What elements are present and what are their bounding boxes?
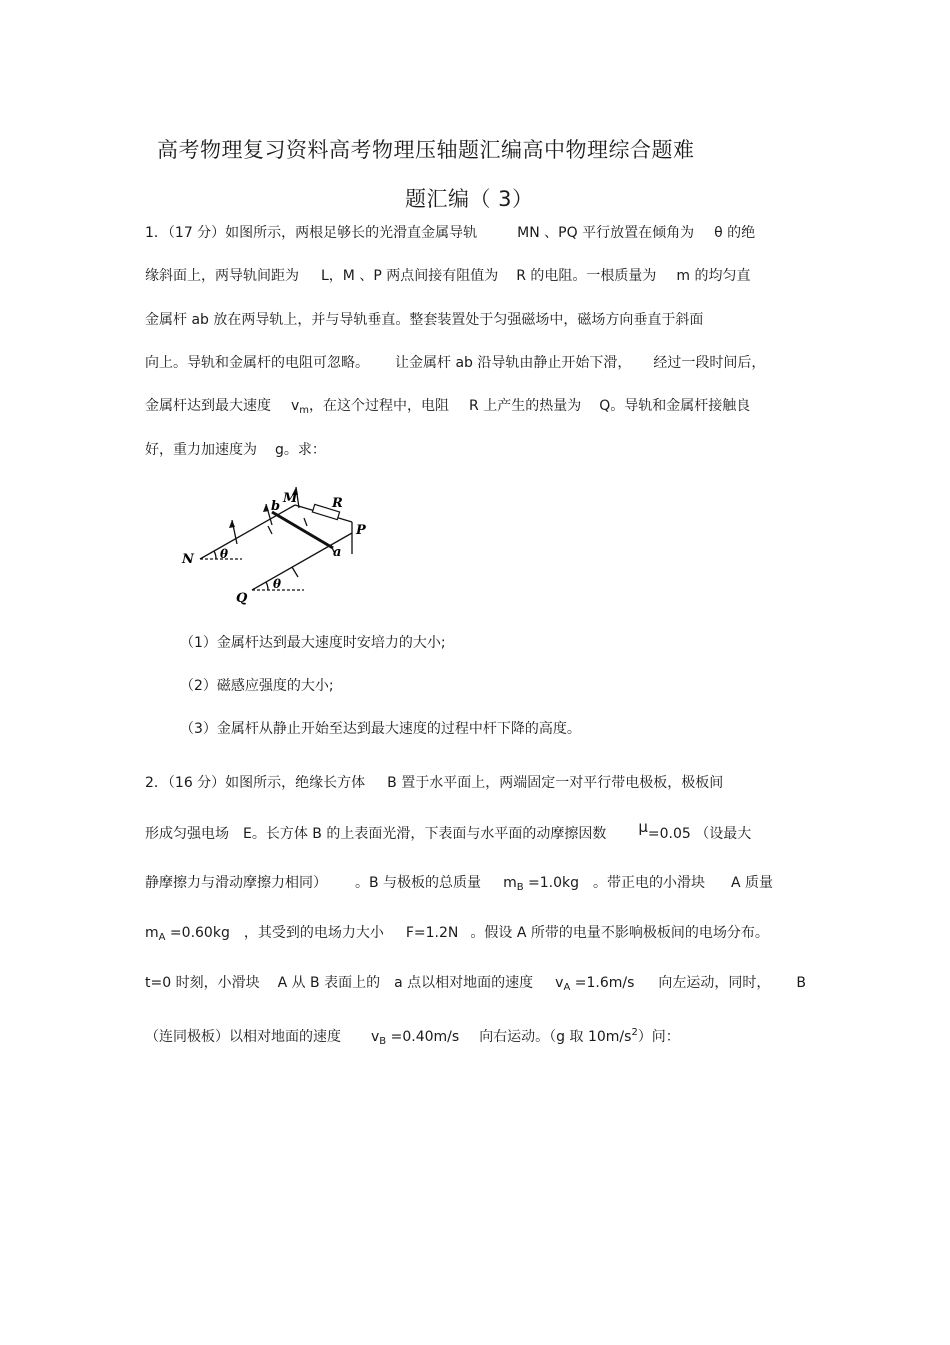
q1-sub-3: （3）金属杆从静止开始至达到最大速度的过程中杆下降的高度。 xyxy=(180,721,581,737)
label-theta-1: θ xyxy=(220,547,229,561)
label-N: N xyxy=(182,552,194,567)
label-R: R xyxy=(332,496,343,511)
q1-sub-1: （1）金属杆达到最大速度时安培力的大小; xyxy=(180,635,446,651)
label-a: a xyxy=(333,545,342,560)
incline-rail-figure xyxy=(180,482,380,612)
q2-line-4: $m_A =0.60kg$ ，其受到的电场力大小 F=1.2N 。假设 A 所带的电量不影响极板间的电场分布。 xyxy=(145,925,769,943)
label-theta-2: θ xyxy=(273,577,282,591)
q2-line-2: 形成匀强电场 E。长方体 B 的上表面光滑，下表面与水平面的动摩擦因数 μ=0.05 （设最大 xyxy=(145,818,752,842)
q2-line-6: （连同极板）以相对地面的速度 $v_B =0.40m/s$ 向右运动。（g 取 $10m/s^2$）问： xyxy=(145,1027,680,1047)
q1-line-5: 金属杆达到最大速度 $v_m$，在这个过程中，电阻 R 上产生的热量为 Q。导轨和金属杆接触良 xyxy=(145,398,751,416)
q1-line-2: 缘斜面上，两导轨间距为 L，M 、P 两点间接有阻值为 R 的电阻。一根质量为 m 的均匀直 xyxy=(145,268,751,284)
label-P: P xyxy=(356,523,366,538)
label-M: M xyxy=(283,491,298,506)
q1-line-4: 向上。导轨和金属杆的电阻可忽略。 让金属杆 ab 沿导轨由静止开始下滑， 经过一段时间后， xyxy=(145,355,766,371)
q1-line-6: 好，重力加速度为 g。求： xyxy=(145,442,326,458)
q1-line-3: 金属杆 ab 放在两导轨上，并与导轨垂直。整套装置处于匀强磁场中，磁场方向垂直于斜面 xyxy=(145,312,704,328)
q1-line-1: 1．（17 分）如图所示，两根足够长的光滑直金属导轨 MN 、PQ 平行放置在倾角为 θ 的绝 xyxy=(145,225,756,241)
doc-title-line2: 题汇编（ 3） xyxy=(405,187,534,211)
q2-line-1: 2．（16 分）如图所示，绝缘长方体 B 置于水平面上，两端固定一对平行带电极板，极板间 xyxy=(145,775,724,791)
label-Q: Q xyxy=(236,591,248,606)
label-b: b xyxy=(271,499,281,514)
q1-sub-2: （2）磁感应强度的大小; xyxy=(180,678,334,694)
q2-line-3: 静摩擦力与滑动摩擦力相同） 。B 与极板的总质量 $m_B =1.0kg$ 。带正电的小滑块 A 质量 xyxy=(145,875,774,893)
q2-line-5: t=0 时刻，小滑块 A 从 B 表面上的 a 点以相对地面的速度 $v_A =1.6m/s$ 向左运动，同时， B xyxy=(145,975,806,993)
doc-title-line1: 高考物理复习资料高考物理压轴题汇编高中物理综合题难 xyxy=(157,138,695,162)
